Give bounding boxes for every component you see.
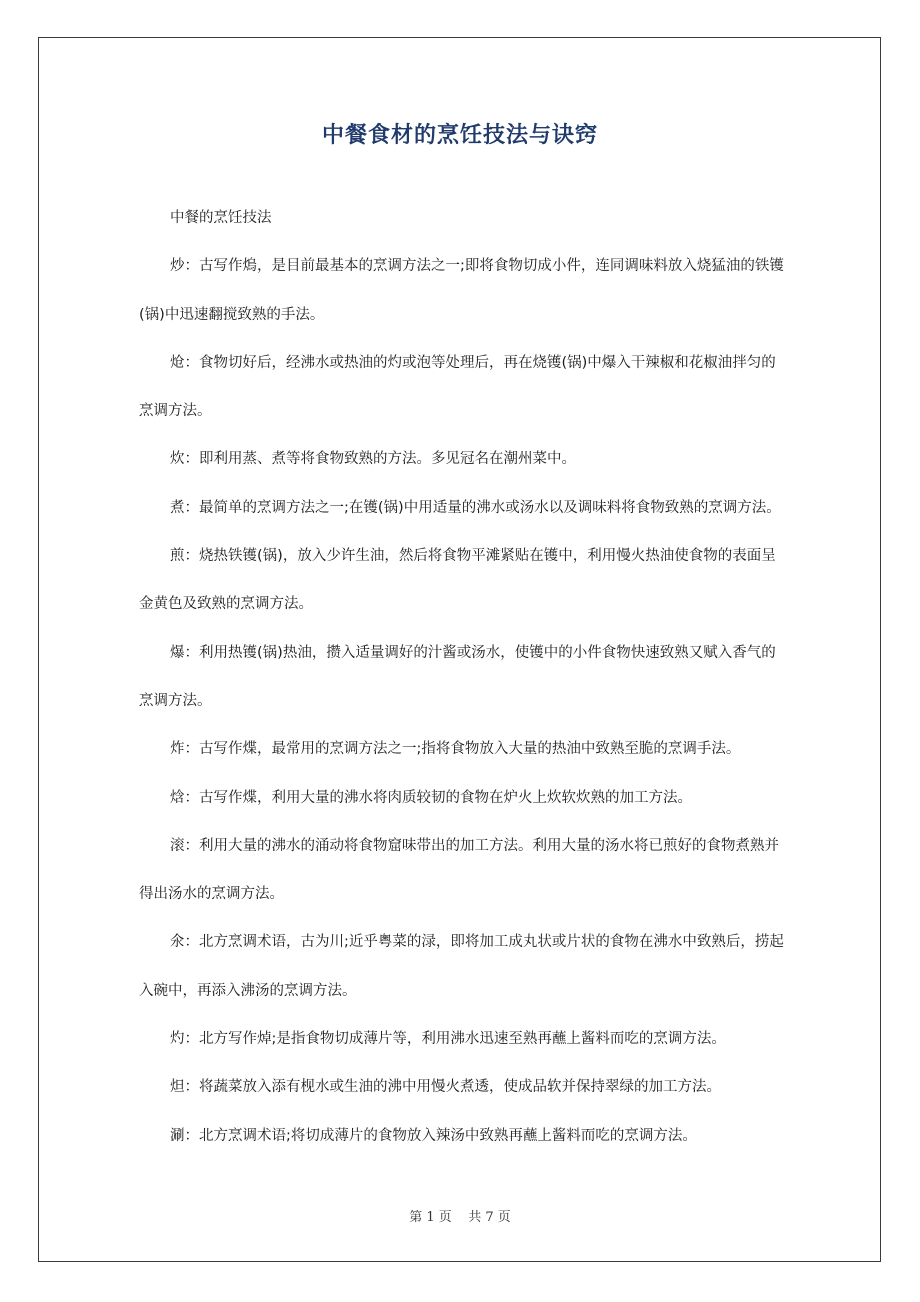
paragraph-jian: 煎：烧热铁镬(锅)，放入少许生油，然后将食物平滩紧贴在镬中，利用慢火热油使食物的表面呈金黄色及致熟的烹调方法。 — [139, 548, 776, 613]
paragraph-chao: 炒：古写作熓，是目前最基本的烹调方法之一;即将食物切成小件，连同调味料放入烧猛油的铁镬(锅)中迅速翻搅致熟的手法。 — [139, 258, 784, 323]
paragraph-gun: 滚：利用大量的沸水的涌动将食物窟味带出的加工方法。利用大量的汤水将已煎好的食物煮熟并得出汤水的烹调方法。 — [139, 837, 779, 903]
paragraph-zha: 炸：古写作煠，最常用的烹调方法之一;指将食物放入大量的热油中致熟至脆的烹调手法。 — [170, 741, 741, 758]
paragraph-qiang: 炝：食物切好后，经沸水或热油的灼或泡等处理后，再在烧镬(锅)中爆入干辣椒和花椒油拌匀的烹调方法。 — [139, 354, 776, 420]
paragraph-chui: 炊：即利用蒸、煮等将食物致熟的方法。多见冠名在潮州菜中。 — [170, 451, 576, 468]
paragraph-bao: 爆：利用热镬(锅)热油，攒入适量调好的汁酱或汤水，使镬中的小件食物快速致熟又赋入香气的烹调方法。 — [139, 644, 776, 709]
document-title: 中餐食材的烹饪技法与诀窍 — [321, 123, 598, 148]
paragraph-zhuo: 灼：北方写作焯;是指食物切成薄片等，利用沸水迅速至熟再蘸上酱料而吃的烹调方法。 — [170, 1031, 726, 1048]
paragraph-shuan: 涮：北方烹调术语;将切成薄片的食物放入辣汤中致熟再蘸上酱料而吃的烹调方法。 — [170, 1127, 697, 1144]
paragraph-han: 焓：古写作煠，利用大量的沸水将肉质较韧的食物在炉火上炊软炊熟的加工方法。 — [170, 789, 692, 806]
page-footer — [0, 1206, 920, 1225]
paragraph-zhu: 煮：最简单的烹调方法之一;在镬(锅)中用适量的沸水或汤水以及调味料将食物致熟的烹调方法。 — [170, 499, 781, 516]
document-body — [139, 194, 789, 1160]
section-heading: 中餐的烹饪技法 — [170, 210, 272, 226]
page-number: 第 1 页 共 7 页 — [409, 1210, 511, 1225]
paragraph-da: 炟：将蔬菜放入添有枧水或生油的沸中用慢火煮透，使成品软并保持翠绿的加工方法。 — [170, 1079, 721, 1096]
paragraph-cuan: 氽：北方烹调术语，古为川;近乎粤菜的渌，即将加工成丸状或片状的食物在沸水中致熟后，捞起入碗中，再添入沸汤的烹调方法。 — [139, 934, 784, 999]
